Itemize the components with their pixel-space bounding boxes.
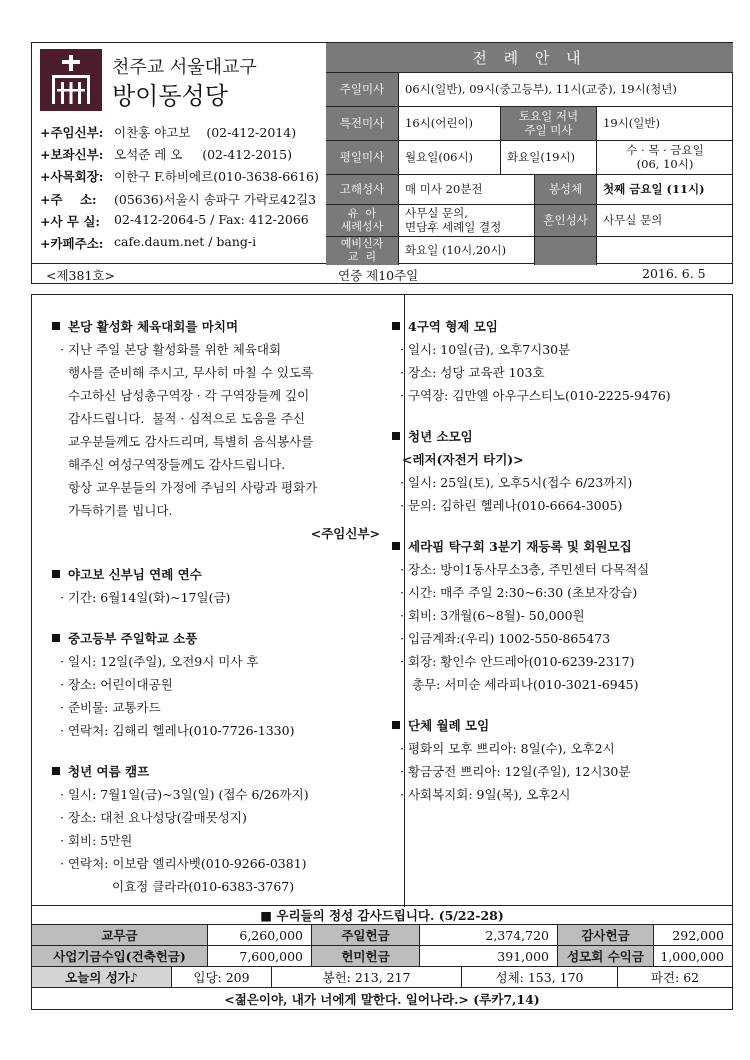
offering-label: 사업기금수입(건축헌금) (32, 946, 208, 966)
thanks-row (32, 906, 732, 925)
paragraph-line: · 지난 주일 본당 활성화를 위한 체육대회 (60, 342, 282, 357)
announcement-section (392, 315, 732, 407)
schedule-row-sunday (326, 73, 733, 107)
square-bullet-icon (52, 767, 60, 775)
issue-info-row (31, 264, 733, 284)
offering-label: 헌미헌금 (312, 946, 420, 966)
paragraph-line: 감사드립니다. 물적 · 심적으로 도움을 주신 (60, 411, 306, 426)
section-item: · 구역장: 김만엘 아우구스티노(010-2225-9476) (400, 388, 671, 403)
schedule-value: 16시(어린이) (399, 107, 501, 140)
staff-value: 오석준 레 오 (02-412-2015) (114, 147, 292, 163)
section-item: · 연락처: 김해리 헬레나(010-7726-1330) (60, 723, 295, 738)
staff-value: 이한구 F.하비에르(010-3638-6616) (114, 169, 319, 185)
hymn-dismissal: 파견: 62 (650, 970, 700, 985)
square-bullet-icon (392, 432, 400, 440)
church-logo (40, 49, 102, 111)
square-bullet-icon (52, 634, 60, 642)
section-item: · 장소: 성당 교육관 103호 (400, 365, 545, 380)
paragraph-line: 수고하신 남성총구역장 · 각 구역장들께 깊이 (60, 388, 310, 403)
paragraph-line: 가득하기를 빕니다. (60, 503, 173, 518)
section-title: 세라핌 탁구회 3분기 재등록 및 회원모집 (392, 535, 732, 558)
staff-row (40, 123, 330, 145)
section-title: 청년 여름 캠프 (52, 760, 392, 783)
signature: <주임신부> (310, 526, 380, 541)
offering-label: 성모회 수익금 (558, 946, 654, 966)
square-bullet-icon (52, 322, 60, 330)
announcements (31, 294, 733, 906)
paragraph-line: 교우분들께도 감사드리며, 특별히 음식봉사를 (60, 434, 314, 449)
staff-label: +주 소: (40, 191, 97, 207)
hymn-entrance: 입당: 209 (172, 967, 272, 987)
schedule-value: 06시(일반), 09시(중고등부), 11시(교중), 19시(청년) (405, 81, 677, 96)
staff-label: +사목회장: (40, 169, 104, 185)
section-item: 총무: 서미순 세라피나(010-3021-6945) (412, 677, 639, 692)
announcement-section (52, 315, 392, 545)
paragraph-line: 항상 교우분들의 가정에 주님의 사랑과 평화가 (60, 480, 318, 495)
schedule-value: 첫째 금요일 (11시) (603, 181, 705, 196)
offering-value: 7,600,000 (208, 946, 312, 966)
section-item: · 문의: 김하린 헬레나(010-6664-3005) (400, 498, 623, 513)
section-item: · 일시: 25일(토), 오후5시(접수 6/23까지) (400, 475, 633, 490)
schedule-label: 주일미사 (326, 73, 399, 106)
schedule-value: 19시(일반) (603, 115, 660, 130)
square-bullet-icon (52, 570, 60, 578)
schedule-value: 월요일(06시) (399, 141, 501, 174)
hymn-row (32, 967, 732, 988)
schedule-row-special (326, 107, 733, 141)
section-item: · 연락처: 이보람 엘리사벳(010-9266-0381) (60, 856, 307, 871)
section-item: · 평화의 모후 쁘리아: 8일(수), 오후2시 (400, 741, 615, 756)
schedule-row-baptism (326, 205, 733, 237)
staff-row (40, 190, 330, 212)
church-info (32, 43, 326, 265)
section-item: · 시간: 매주 주일 2:30~6:30 (초보자강습) (400, 585, 638, 600)
right-column (392, 315, 732, 824)
offering-value: 1,000,000 (660, 948, 724, 964)
schedule-value: 사무실 문의 (603, 212, 663, 227)
hymn-communion: 성체: 153, 170 (462, 967, 618, 987)
offering-value: 2,374,720 (420, 925, 558, 945)
square-bullet-icon (392, 542, 400, 550)
section-item: · 일시: 12일(주일), 오전9시 미사 후 (60, 654, 259, 669)
schedule-label: 봉성체 (535, 175, 597, 204)
offering-value: 292,000 (672, 927, 724, 943)
offering-label: 교무금 (32, 925, 208, 945)
announcement-section (392, 714, 732, 806)
section-item: · 일시: 7월1일(금)~3일(일) (접수 6/26까지) (60, 787, 309, 802)
section-paragraph (52, 338, 392, 522)
staff-label: +카페주소: (40, 235, 104, 251)
cross-church-icon (40, 49, 102, 111)
staff-value: 이찬홍 야고보 (02-412-2014) (114, 125, 297, 140)
offering-row (32, 946, 732, 967)
thanks-title: ■ 우리들의 정성 감사드립니다. (5/22-28) (260, 908, 504, 923)
schedule-row-confession (326, 175, 733, 205)
staff-value: 02-412-2064-5 / Fax: 412-2066 (114, 211, 309, 227)
schedule-label: 평일미사 (326, 141, 399, 174)
bulletin-header (31, 42, 733, 264)
staff-row (40, 145, 330, 167)
section-subtitle: <레저(자전거 타기)> (402, 452, 524, 467)
staff-label: +사 무 실: (40, 213, 101, 229)
schedule-title: 전 례 안 내 (326, 43, 733, 73)
offering-footer (31, 906, 733, 1010)
staff-row (40, 167, 330, 189)
section-item: · 준비물: 교통카드 (60, 700, 161, 715)
offering-value: 6,260,000 (208, 925, 312, 945)
paragraph-line: 행사를 준비해 주시고, 무사히 마칠 수 있도록 (60, 365, 314, 380)
liturgy-schedule (326, 43, 733, 265)
section-item: · 기간: 6월14일(화)~17일(금) (60, 590, 231, 605)
announcement-section (52, 563, 392, 609)
offering-label: 감사헌금 (558, 925, 654, 945)
staff-row (40, 212, 330, 234)
staff-label: +주임신부: (40, 125, 104, 140)
square-bullet-icon (392, 322, 400, 330)
staff-value: (05636)서울시 송파구 가락로42길3 (114, 191, 317, 207)
section-item: · 입금계좌:(우리) 1002-550-865473 (400, 631, 611, 646)
church-name: 방이동성당 (112, 82, 228, 110)
section-item: · 회비: 5만원 (60, 833, 133, 848)
schedule-row-catechism (326, 237, 733, 265)
paragraph-line: 해주신 여성구역장들께도 감사드립니다. (60, 457, 286, 472)
section-item: · 사회복지회: 9일(목), 오후2시 (400, 787, 571, 802)
section-title: 본당 활성화 체육대회를 마치며 (52, 315, 392, 338)
schedule-value: 화요일(19시) (501, 141, 597, 174)
hymn-label: 오늘의 성가♪ (32, 967, 172, 987)
staff-list (40, 123, 330, 256)
section-item: · 장소: 대천 요나성당(갈매못성지) (60, 810, 247, 825)
section-title: 4구역 형제 모임 (392, 315, 732, 338)
offering-value: 391,000 (420, 946, 558, 966)
section-item: · 황금궁전 쁘리아: 12일(주일), 12시30분 (400, 764, 631, 779)
staff-label: +보좌신부: (40, 147, 104, 163)
section-title: 단체 월례 모임 (392, 714, 732, 737)
hymn-offertory: 봉헌: 213, 217 (272, 967, 462, 987)
left-column (52, 315, 392, 916)
diocese-name: 천주교 서울대교구 (112, 57, 257, 78)
issue-date: 2016. 6. 5 (642, 266, 706, 281)
schedule-empty-cell (535, 237, 597, 265)
schedule-label: 혼인성사 (535, 205, 597, 236)
square-bullet-icon (392, 721, 400, 729)
schedule-value: 사무실 문의, 면담후 세례일 결정 (399, 205, 535, 236)
announcement-section (52, 627, 392, 742)
announcement-section (392, 425, 732, 517)
section-item: 이효정 클라라(010-6383-3767) (112, 879, 295, 894)
verse-row (32, 988, 732, 1009)
schedule-label: 예비신자 교 리 (326, 237, 399, 265)
section-item: · 회비: 3개월(6~8월)- 50,000원 (400, 608, 585, 623)
section-item: · 장소: 어린이대공원 (60, 677, 173, 692)
section-title: 청년 소모임 (392, 425, 732, 448)
section-item: · 일시: 10일(금), 오후7시30분 (400, 342, 571, 357)
schedule-value: 수 · 목 · 금요일 (06, 10시) (626, 143, 704, 171)
schedule-label: 유 아 세례성사 (326, 205, 399, 236)
schedule-empty-cell (597, 237, 733, 265)
schedule-row-weekday (326, 141, 733, 175)
announcement-section (52, 760, 392, 898)
issue-number: <제381호> (46, 268, 115, 283)
staff-value: cafe.daum.net / bang-i (114, 233, 257, 249)
section-item: · 회장: 황인수 안드레아(010-6239-2317) (400, 654, 635, 669)
section-title: 중고등부 주일학교 소풍 (52, 627, 392, 650)
schedule-value: 매 미사 20분전 (399, 175, 535, 204)
schedule-label: 토요일 저녁 주일 미사 (501, 107, 597, 140)
announcement-section (392, 535, 732, 696)
gospel-verse: <젊은이야, 내가 너에게 말한다. 일어나라.> (루카7,14) (224, 991, 540, 1007)
staff-row (40, 234, 330, 256)
schedule-label: 특전미사 (326, 107, 399, 140)
liturgical-week: 연중 제10주일 (338, 268, 419, 283)
offering-row (32, 925, 732, 946)
offering-label: 주일헌금 (312, 925, 420, 945)
section-item: · 장소: 방이1동사무소3층, 주민센터 다목적실 (400, 562, 650, 577)
schedule-value: 화요일 (10시,20시) (399, 237, 535, 265)
schedule-label: 고해성사 (326, 175, 399, 204)
section-title: 야고보 신부님 연례 연수 (52, 563, 392, 586)
